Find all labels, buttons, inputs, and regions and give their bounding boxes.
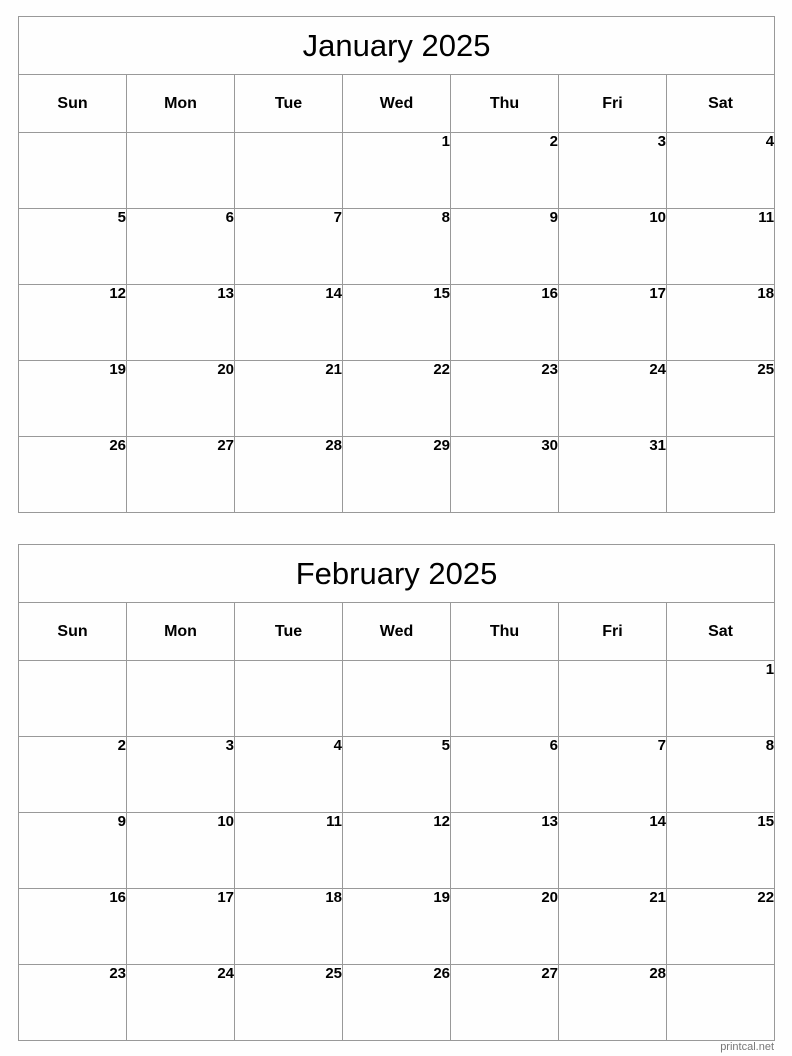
weekday-thu: Thu bbox=[451, 75, 559, 133]
day-cell: 11 bbox=[667, 209, 775, 285]
day-cell: 19 bbox=[343, 889, 451, 965]
day-cell: 26 bbox=[343, 965, 451, 1041]
day-cell: 21 bbox=[235, 361, 343, 437]
weekday-header-row bbox=[19, 603, 775, 661]
day-cell: 7 bbox=[235, 209, 343, 285]
day-cell: 17 bbox=[559, 285, 667, 361]
day-cell: 6 bbox=[451, 737, 559, 813]
month-title: February 2025 bbox=[19, 545, 775, 603]
weekday-sun: Sun bbox=[19, 75, 127, 133]
day-cell: 4 bbox=[235, 737, 343, 813]
weekday-fri: Fri bbox=[559, 603, 667, 661]
day-cell bbox=[235, 661, 343, 737]
day-cell bbox=[451, 661, 559, 737]
day-cell bbox=[127, 133, 235, 209]
day-cell: 31 bbox=[559, 437, 667, 513]
day-cell: 13 bbox=[127, 285, 235, 361]
weekday-sat: Sat bbox=[667, 75, 775, 133]
day-cell: 10 bbox=[559, 209, 667, 285]
week-row bbox=[19, 813, 775, 889]
day-cell: 3 bbox=[127, 737, 235, 813]
week-row bbox=[19, 361, 775, 437]
weekday-mon: Mon bbox=[127, 75, 235, 133]
day-cell: 25 bbox=[667, 361, 775, 437]
day-cell: 14 bbox=[559, 813, 667, 889]
day-cell: 23 bbox=[19, 965, 127, 1041]
day-cell bbox=[127, 661, 235, 737]
day-cell: 5 bbox=[19, 209, 127, 285]
day-cell: 20 bbox=[451, 889, 559, 965]
day-cell: 22 bbox=[667, 889, 775, 965]
day-cell: 13 bbox=[451, 813, 559, 889]
day-cell bbox=[667, 437, 775, 513]
day-cell: 23 bbox=[451, 361, 559, 437]
day-cell: 2 bbox=[19, 737, 127, 813]
day-cell bbox=[19, 133, 127, 209]
calendar-february bbox=[18, 544, 775, 1041]
day-cell: 16 bbox=[19, 889, 127, 965]
day-cell: 8 bbox=[667, 737, 775, 813]
weekday-thu: Thu bbox=[451, 603, 559, 661]
month-title: January 2025 bbox=[19, 17, 775, 75]
week-row bbox=[19, 133, 775, 209]
weekday-sat: Sat bbox=[667, 603, 775, 661]
weekday-fri: Fri bbox=[559, 75, 667, 133]
day-cell: 24 bbox=[559, 361, 667, 437]
day-cell: 24 bbox=[127, 965, 235, 1041]
day-cell: 3 bbox=[559, 133, 667, 209]
day-cell: 4 bbox=[667, 133, 775, 209]
week-row bbox=[19, 661, 775, 737]
day-cell: 16 bbox=[451, 285, 559, 361]
day-cell: 25 bbox=[235, 965, 343, 1041]
weekday-tue: Tue bbox=[235, 603, 343, 661]
day-cell bbox=[559, 661, 667, 737]
day-cell: 15 bbox=[667, 813, 775, 889]
day-cell: 12 bbox=[19, 285, 127, 361]
day-cell: 9 bbox=[451, 209, 559, 285]
day-cell: 28 bbox=[235, 437, 343, 513]
day-cell: 7 bbox=[559, 737, 667, 813]
week-row bbox=[19, 437, 775, 513]
day-cell bbox=[667, 965, 775, 1041]
day-cell: 18 bbox=[235, 889, 343, 965]
day-cell: 26 bbox=[19, 437, 127, 513]
source-credit: printcal.net bbox=[720, 1041, 774, 1053]
day-cell bbox=[19, 661, 127, 737]
weekday-sun: Sun bbox=[19, 603, 127, 661]
day-cell: 2 bbox=[451, 133, 559, 209]
day-cell: 29 bbox=[343, 437, 451, 513]
day-cell: 17 bbox=[127, 889, 235, 965]
day-cell bbox=[235, 133, 343, 209]
day-cell: 19 bbox=[19, 361, 127, 437]
week-row bbox=[19, 737, 775, 813]
day-cell bbox=[343, 661, 451, 737]
day-cell: 20 bbox=[127, 361, 235, 437]
day-cell: 1 bbox=[343, 133, 451, 209]
day-cell: 15 bbox=[343, 285, 451, 361]
day-cell: 18 bbox=[667, 285, 775, 361]
day-cell: 5 bbox=[343, 737, 451, 813]
week-row bbox=[19, 285, 775, 361]
week-row bbox=[19, 889, 775, 965]
day-cell: 6 bbox=[127, 209, 235, 285]
week-row bbox=[19, 209, 775, 285]
day-cell: 22 bbox=[343, 361, 451, 437]
day-cell: 9 bbox=[19, 813, 127, 889]
day-cell: 21 bbox=[559, 889, 667, 965]
weekday-tue: Tue bbox=[235, 75, 343, 133]
day-cell: 27 bbox=[127, 437, 235, 513]
day-cell: 12 bbox=[343, 813, 451, 889]
weekday-wed: Wed bbox=[343, 75, 451, 133]
day-cell: 14 bbox=[235, 285, 343, 361]
day-cell: 11 bbox=[235, 813, 343, 889]
weekday-mon: Mon bbox=[127, 603, 235, 661]
week-row bbox=[19, 965, 775, 1041]
calendar-january bbox=[18, 16, 775, 513]
day-cell: 8 bbox=[343, 209, 451, 285]
day-cell: 10 bbox=[127, 813, 235, 889]
day-cell: 27 bbox=[451, 965, 559, 1041]
weekday-header-row bbox=[19, 75, 775, 133]
weekday-wed: Wed bbox=[343, 603, 451, 661]
day-cell: 28 bbox=[559, 965, 667, 1041]
day-cell: 1 bbox=[667, 661, 775, 737]
day-cell: 30 bbox=[451, 437, 559, 513]
